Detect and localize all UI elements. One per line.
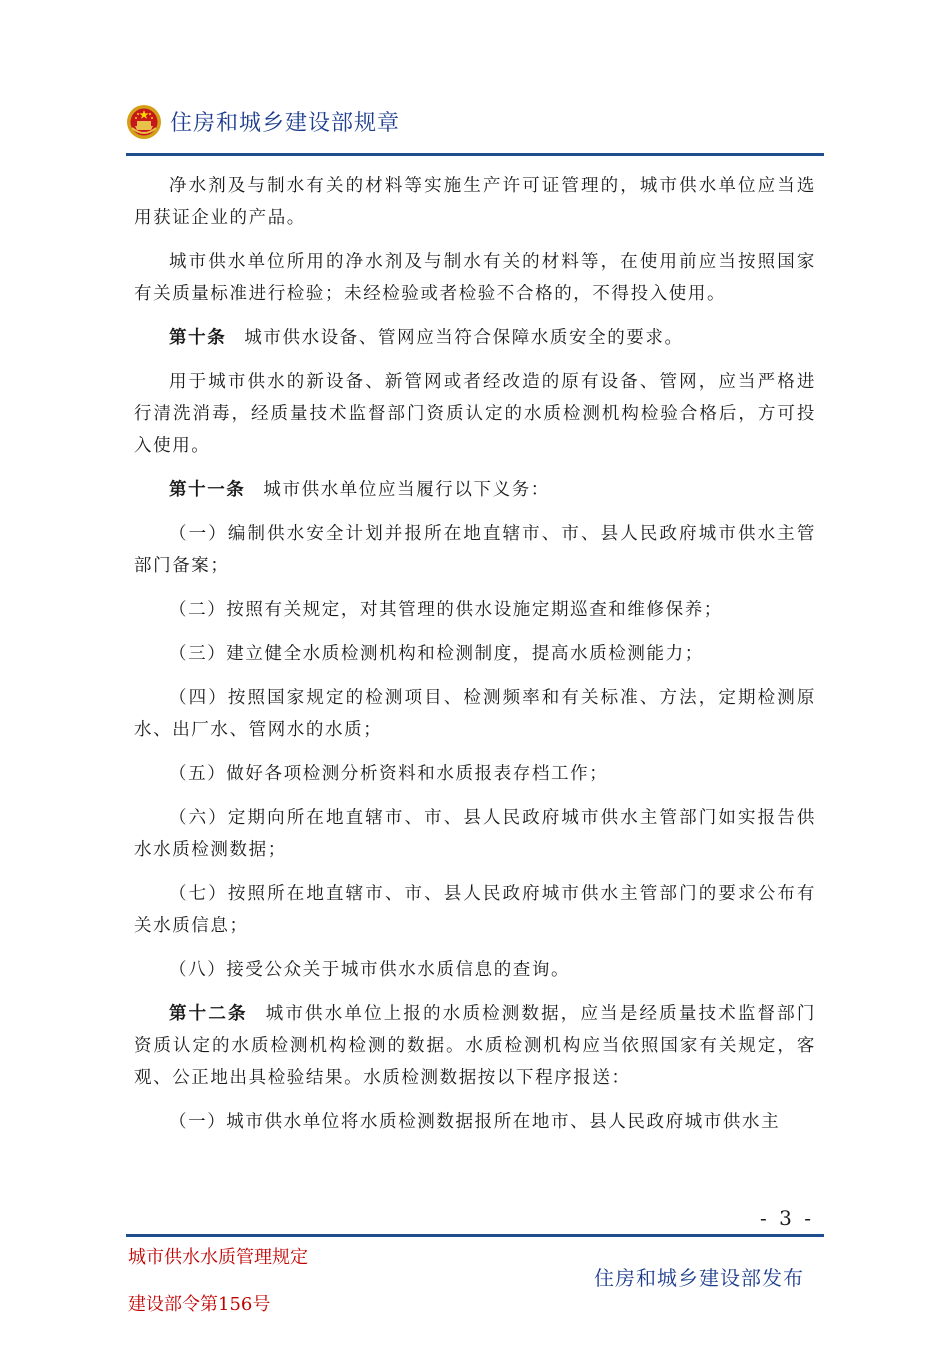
footer-doc-title: 城市供水水质管理规定 [128, 1247, 308, 1268]
footer-decree-number: 建设部令第156号 [128, 1294, 271, 1315]
paragraph [134, 802, 816, 866]
document-body [134, 170, 816, 1150]
footer-publisher: 住房和城乡建设部发布 [594, 1266, 804, 1290]
national-emblem-icon [126, 104, 162, 140]
paragraph-text: （六）定期向所在地直辖市、市、县人民政府城市供水主管部门如实报告供水水质检测数据； [134, 808, 816, 860]
paragraph [134, 474, 816, 506]
paragraph [134, 170, 816, 234]
paragraph [134, 638, 816, 670]
paragraph-text: 用于城市供水的新设备、新管网或者经改造的原有设备、管网，应当严格进行清洗消毒，经质量技术监督部门资质认定的水质检测机构检验合格后，方可投入使用。 [134, 372, 816, 456]
paragraph [134, 322, 816, 354]
paragraph-text: （五）做好各项检测分析资料和水质报表存档工作； [169, 764, 609, 784]
paragraph [134, 366, 816, 462]
paragraph [134, 246, 816, 310]
page-header [126, 100, 824, 148]
paragraph-text: 城市供水单位应当履行以下义务： [263, 480, 550, 500]
paragraph [134, 1106, 816, 1138]
article-number: 第十一条 [169, 480, 246, 500]
paragraph-text: （八）接受公众关于城市供水水质信息的查询。 [169, 960, 571, 980]
paragraph [134, 998, 816, 1094]
header-divider [126, 153, 824, 156]
paragraph-text: 城市供水单位上报的水质检测数据，应当是经质量技术监督部门资质认定的水质检测机构检测的数据。水质检测机构应当依照国家有关规定，客观、公正地出具检验结果。水质检测数据按以下程序报送： [134, 1004, 816, 1088]
paragraph-text: 净水剂及与制水有关的材料等实施生产许可证管理的，城市供水单位应当选用获证企业的产品。 [134, 176, 816, 228]
paragraph-text: （七）按照所在地直辖市、市、县人民政府城市供水主管部门的要求公布有关水质信息； [134, 884, 816, 936]
paragraph [134, 682, 816, 746]
paragraph-text: （一）城市供水单位将水质检测数据报所在地市、县人民政府城市供水主 [169, 1112, 781, 1132]
paragraph-text: （三）建立健全水质检测机构和检测制度，提高水质检测能力； [169, 644, 704, 664]
header-title: 住房和城乡建设部规章 [170, 111, 401, 136]
paragraph [134, 594, 816, 626]
footer-divider [126, 1234, 824, 1237]
page-number: - 3 - [760, 1206, 814, 1230]
paragraph [134, 954, 816, 986]
paragraph-text: （四）按照国家规定的检测项目、检测频率和有关标准、方法，定期检测原水、出厂水、管网水的水质； [134, 688, 816, 740]
paragraph [134, 758, 816, 790]
article-number: 第十二条 [169, 1004, 248, 1024]
paragraph [134, 518, 816, 582]
article-number: 第十条 [169, 328, 227, 348]
paragraph-text: （二）按照有关规定，对其管理的供水设施定期巡查和维修保养； [169, 600, 723, 620]
paragraph [134, 878, 816, 942]
paragraph-text: 城市供水单位所用的净水剂及与制水有关的材料等，在使用前应当按照国家有关质量标准进行检验；未经检验或者检验不合格的，不得投入使用。 [134, 252, 816, 304]
paragraph-text: （一）编制供水安全计划并报所在地直辖市、市、县人民政府城市供水主管部门备案； [134, 524, 816, 576]
paragraph-text: 城市供水设备、管网应当符合保障水质安全的要求。 [244, 328, 684, 348]
